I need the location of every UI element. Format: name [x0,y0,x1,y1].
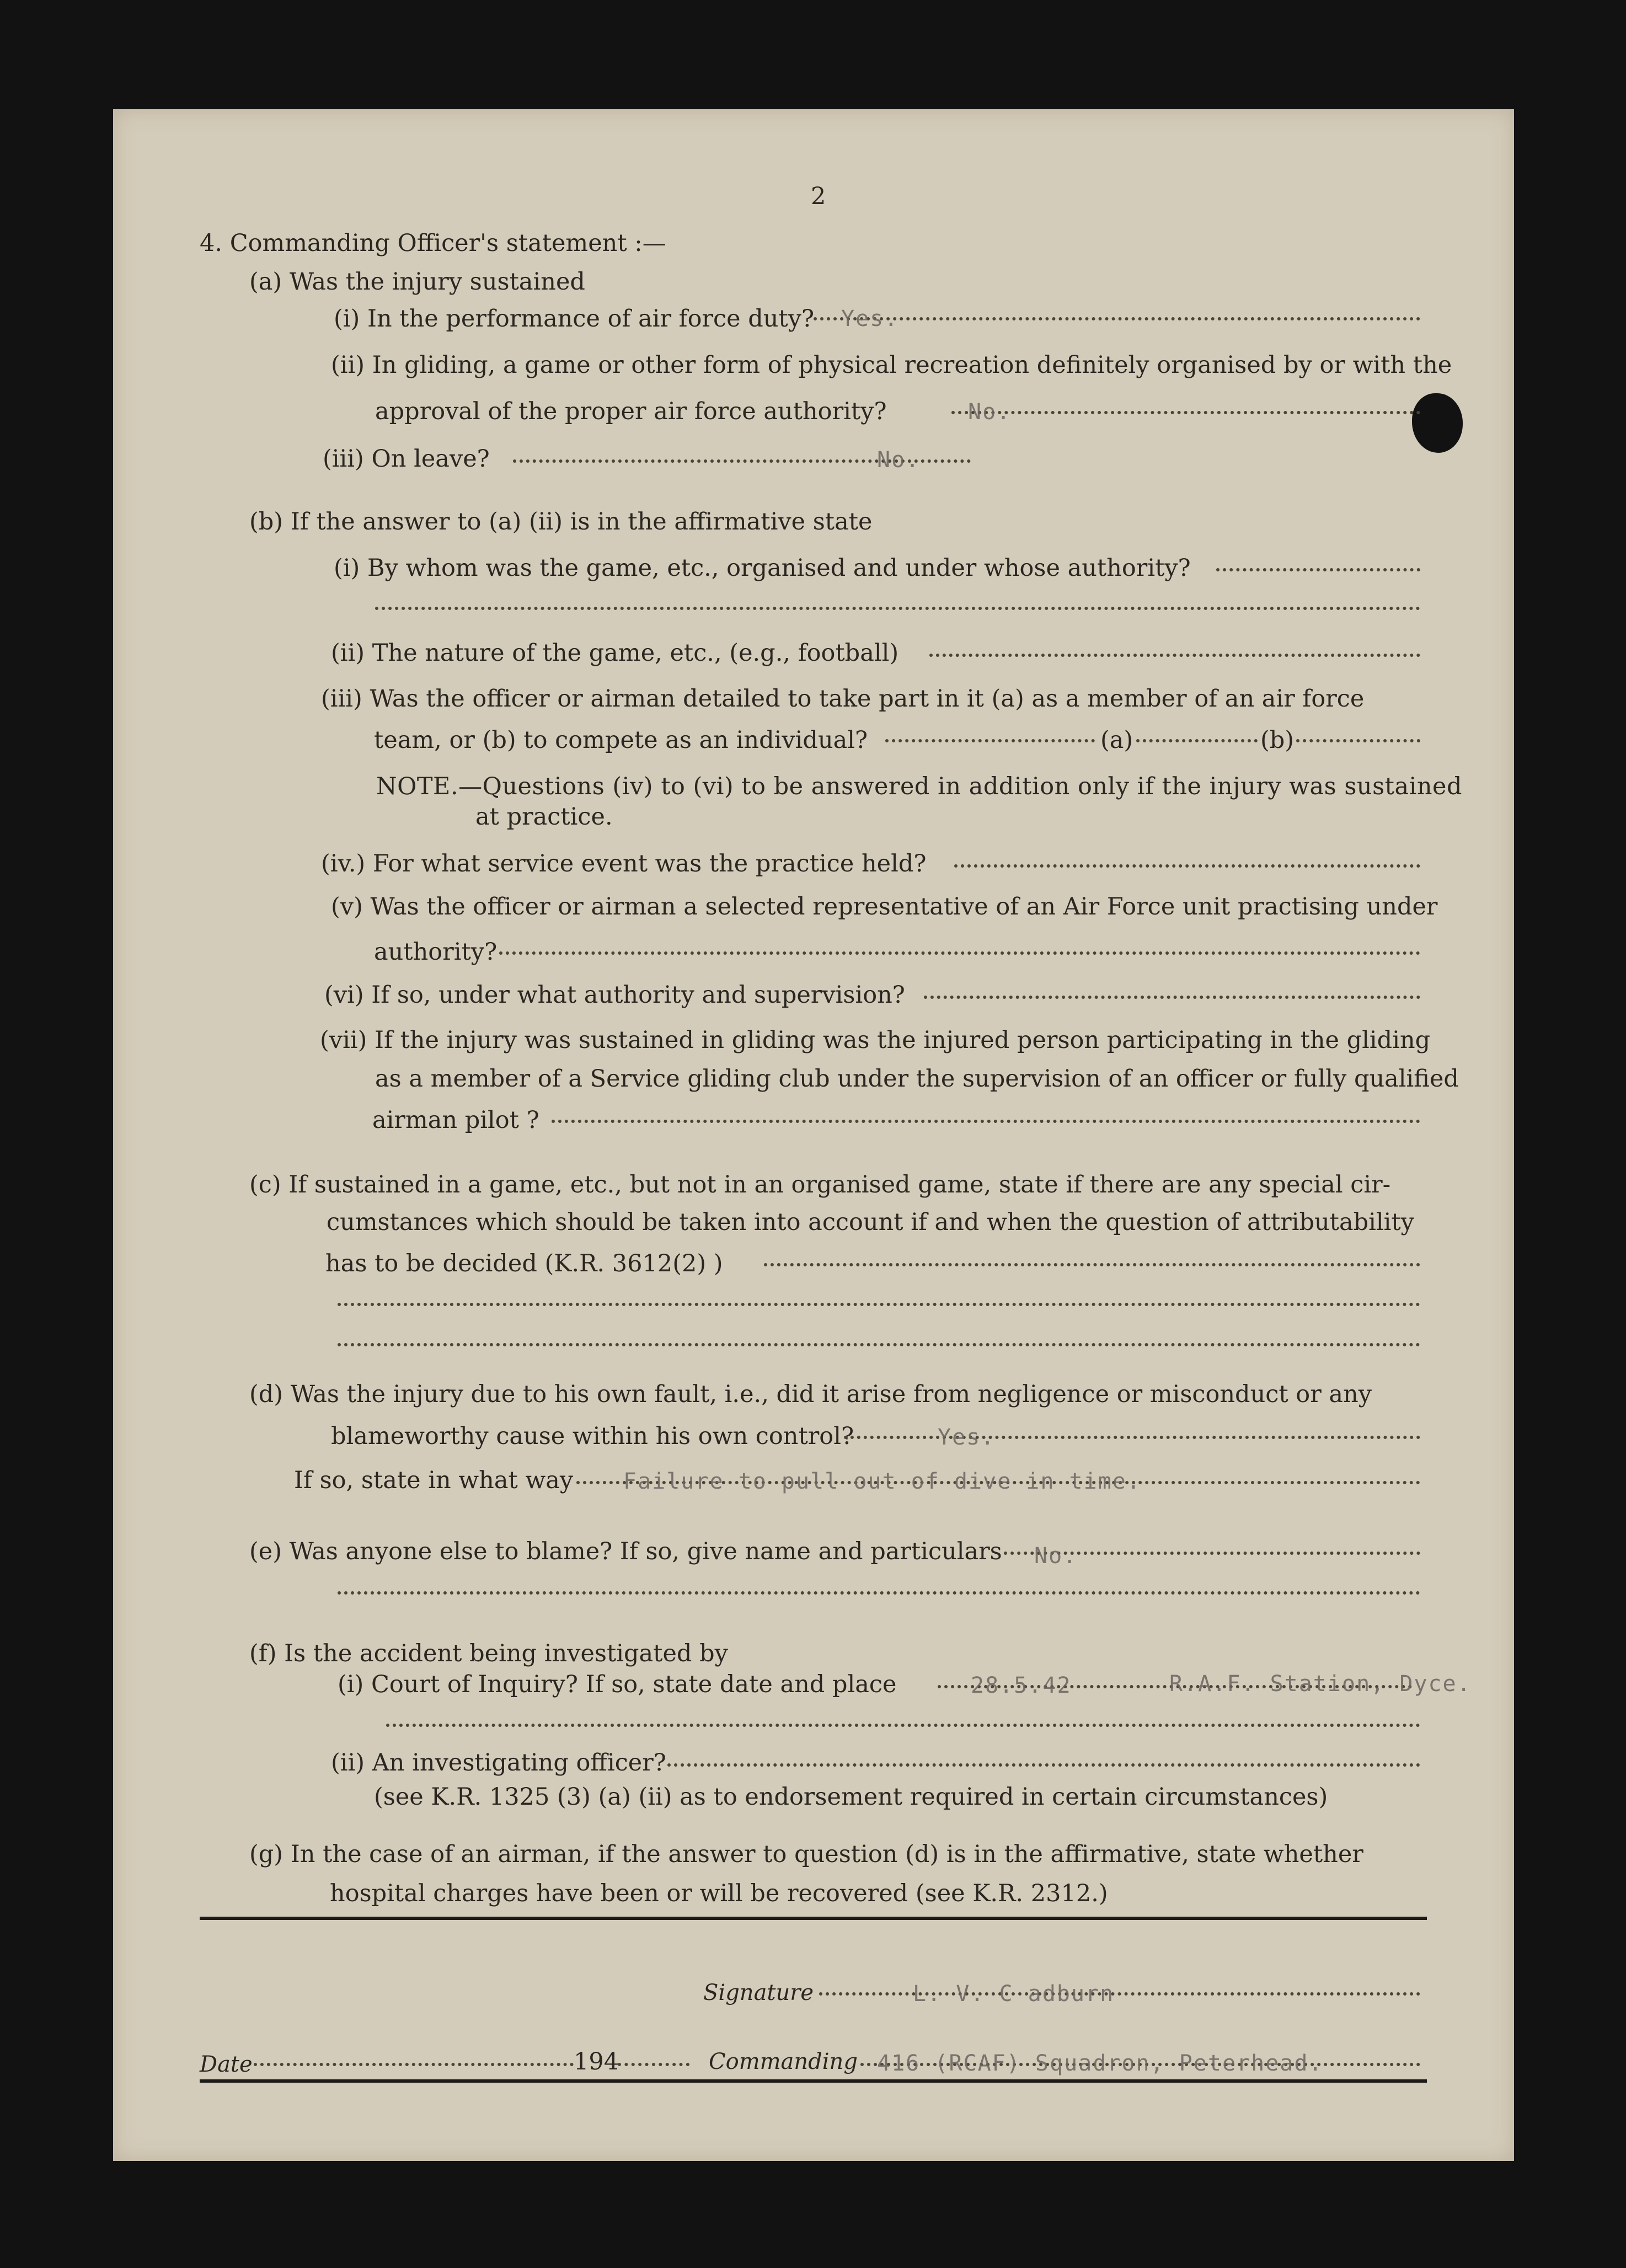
a-ii-label-1: (ii) In gliding, a game or other form of physical recreation definitely organised by or with the [331,351,1452,379]
b-iii-b: (b) [1260,726,1295,754]
date-line [254,2063,574,2066]
b-iii-b-line [1136,739,1258,742]
section-title: 4. Commanding Officer's statement :— [200,229,666,257]
b-v-label-1: (v) Was the officer or airman a selected representative of an Air Force unit practising under [331,893,1438,921]
f-i-label: (i) Court of Inquiry? If so, state date and place [338,1671,897,1698]
a-ii-answer-line [951,411,1420,414]
year-line [618,2063,689,2066]
g-line-2: hospital charges have been or will be recovered (see K.R. 2312.) [330,1880,1108,1907]
c-answer-line-3 [338,1343,1420,1346]
a-ii-answer: No. [968,399,1012,425]
e-answer: No. [1034,1543,1078,1569]
b-iii-a-line [885,739,1095,742]
c-line-1: (c) If sustained in a game, etc., but not in an organised game, state if there are any special cir- [249,1171,1391,1199]
b-note-1: NOTE.—Questions (iv) to (vi) to be answered in addition only if the injury was sustained [376,773,1463,800]
d-answer: Yes. [938,1425,996,1450]
b-vi-label: (vi) If so, under what authority and supervision? [324,981,905,1009]
b-i-answer-line [1216,568,1420,571]
f-ii-label: (ii) An investigating officer? [331,1749,666,1777]
d-line-2: blameworthy cause within his own control? [331,1422,854,1450]
signature-label: Signature [703,1980,814,2005]
f-intro: (f) Is the accident being investigated by [249,1640,728,1667]
commanding-label: Commanding [709,2049,858,2074]
b-iii-a: (a) [1100,726,1133,754]
b-iv-answer-line [954,864,1420,868]
b-vii-label-1: (vii) If the injury was sustained in gliding was the injured person participating in the gliding [320,1026,1431,1054]
b-note-2: at practice. [475,803,613,831]
date-label: Date [200,2052,253,2077]
signature-line [819,1992,1420,1996]
footer-rule-bottom [200,2079,1427,2083]
b-i-answer-line-2 [375,607,1420,610]
b-i-label: (i) By whom was the game, etc., organised and under whose authority? [334,554,1191,582]
c-answer-line-1 [764,1263,1420,1266]
f-ii-note: (see K.R. 1325 (3) (a) (ii) as to endorsement required in certain circumstances) [374,1783,1328,1811]
d-way-answer: Failure to pull out of dive in time. [623,1469,1141,1494]
a-iii-label: (iii) On leave? [323,445,490,473]
c-line-3: has to be decided (K.R. 3612(2) ) [325,1250,723,1277]
d-line-1: (d) Was the injury due to his own fault, i.e., did it arise from negligence or misconduct or any [249,1381,1372,1408]
f-i-answer-place: R.A.F. Station, Dyce. [1169,1671,1472,1697]
d-way-label: If so, state in what way [294,1467,574,1494]
year-prefix: 194 [574,2048,619,2076]
punch-hole [1412,393,1463,453]
e-answer-line-2 [338,1591,1420,1595]
b-v-label-2: authority? [374,938,498,966]
b-vii-label-2: as a member of a Service gliding club under the supervision of an officer or fully qualified [375,1065,1459,1093]
a-iii-answer: No. [877,447,921,473]
b-ii-answer-line [929,654,1420,657]
signature-value: L. V. C adburn [913,1981,1115,2007]
c-answer-line-2 [338,1303,1420,1306]
b-ii-label: (ii) The nature of the game, etc., (e.g., football) [331,639,899,667]
a-i-label: (i) In the performance of air force duty? [334,305,815,333]
b-iii-label-1: (iii) Was the officer or airman detailed to take part in it (a) as a member of an air force [321,685,1365,713]
b-iv-label: (iv.) For what service event was the practice held? [321,850,927,878]
f-i-answer-date: 28.5.42 [971,1673,1072,1698]
d-answer-line [844,1436,1420,1439]
b-iii-label-2: team, or (b) to compete as an individual? [374,726,868,754]
g-line-1: (g) In the case of an airman, if the answer to question (d) is in the affirmative, state whether [249,1841,1363,1868]
b-vi-answer-line [924,996,1420,999]
c-line-2: cumstances which should be taken into account if and when the question of attributability [327,1208,1414,1236]
a-intro: (a) Was the injury sustained [249,268,585,296]
b-vii-answer-line [552,1120,1420,1123]
b-v-answer-line [499,951,1420,955]
f-ii-answer-line [667,1763,1420,1767]
b-iii-b-answer-line [1296,739,1420,742]
f-i-answer-line-2 [386,1724,1420,1727]
a-i-answer: Yes. [841,306,899,331]
page-number: 2 [811,183,826,210]
commanding-value: 416 (RCAF) Squadron, Peterhead. [877,2051,1323,2076]
a-i-answer-line [814,317,1420,320]
b-vii-label-3: airman pilot ? [372,1106,539,1134]
e-label: (e) Was anyone else to blame? If so, give name and particulars [249,1538,1002,1565]
b-intro: (b) If the answer to (a) (ii) is in the affirmative state [249,508,873,536]
a-ii-label-2: approval of the proper air force authority? [375,398,887,425]
footer-rule-top [200,1917,1427,1920]
